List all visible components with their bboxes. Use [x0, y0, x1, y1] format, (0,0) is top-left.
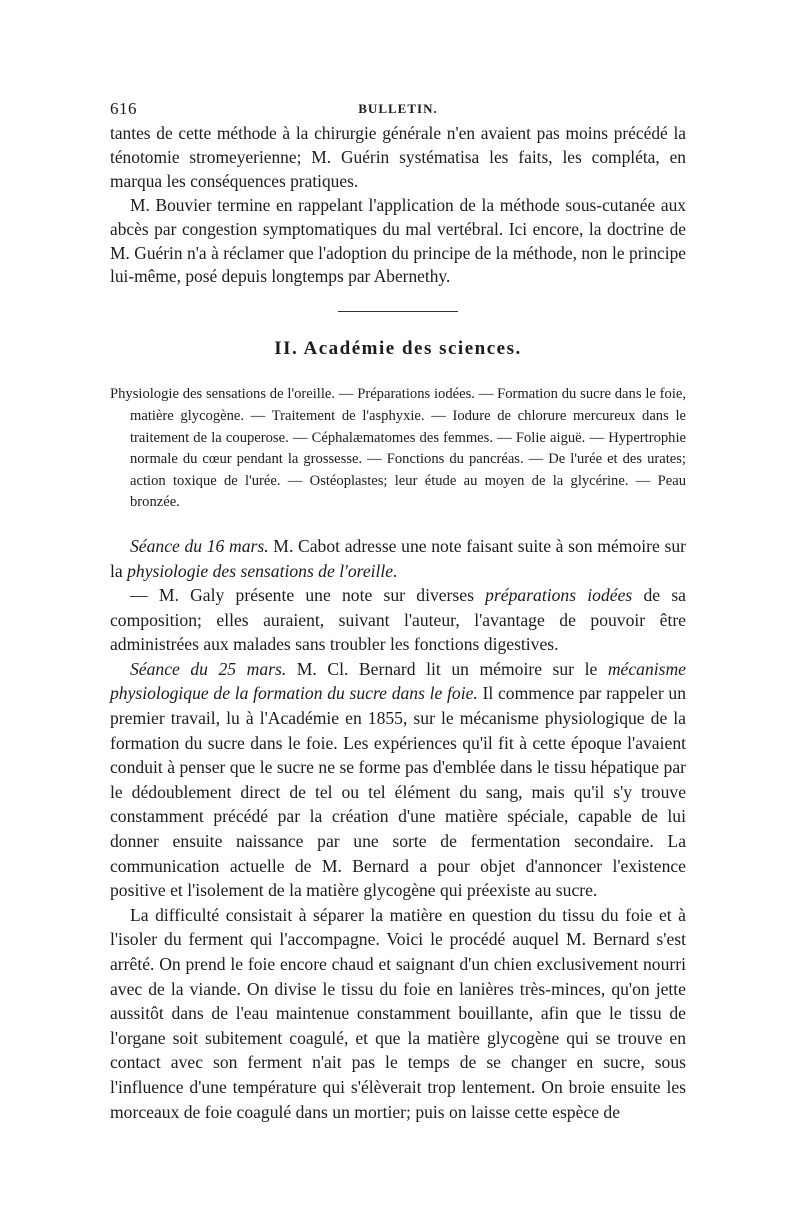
note-title: préparations iodées	[485, 585, 633, 606]
section-divider	[338, 311, 458, 312]
paragraph-seance-16-mars	[110, 534, 686, 583]
paragraph-seance-25-mars	[110, 657, 686, 903]
paragraph-galy	[110, 583, 686, 657]
paragraph-text: M. Cabot adresse une note faisant suite à son mémoire sur la	[110, 535, 686, 581]
paragraph-difficulte: La difficulté consistait à séparer la matière en question du tissu du foie et à l'isoler du ferment qui l'accompagne. Voici le procédé auquel M. Bernard s'est arrêté. On prend le foie encore chaud et saignant d'un chien exclusivement nourri avec de la viande. On divise le tissu du foie en lanières très-minces, qu'on jette aussitôt dans de l'eau maintenue constamment bouillante, afin que le tissu de l'organe soit subitement coagulé, et que la matière glycogène qui se trouve en contact avec son ferment n'ait pas le temps de se changer en sucre, sous l'influence d'une température qui s'élèverait trop lentement. On broie ensuite les morceaux de foie coagulé dans un mortier; puis on laisse cette espèce de	[110, 904, 686, 1122]
memoir-title: mécanisme physiologique de la formation du sucre dans le foie.	[110, 658, 686, 704]
paragraph-text: M. Cl. Bernard lit un mémoire sur le	[286, 658, 608, 679]
paragraph-text: Il commence par rappeler un premier travail, lu à l'Académie en 1855, sur le mécanisme physiologique de la formation du sucre dans le foie. Les expériences qu'il fit à cette époque l'avaient conduit à penser que le sucre ne se forme pas d'emblée dans le tissu hépatique par le dédoublement direct de tel ou tel élément du sang, mais qu'il s'y trouve constamment précédé par la création d'une matière spéciale, capable de lui donner ensuite naissance par une sorte de fermentation secondaire. La communication actuelle de M. Bernard a pour objet d'annoncer l'existence positive et l'isolement de la matière glycogène qui préexiste au sucre.	[110, 683, 686, 901]
session-date: Séance du 25 mars.	[130, 658, 287, 679]
intro-paragraph-continued: tantes de cette méthode à la chirurgie générale n'en avaient pas moins précédé la ténotomie stromeyerienne; M. Guérin systématisa les faits, les compléta, en marqua les conséquences pratiques.	[110, 123, 686, 191]
memoir-title: physiologie des sensations de l'oreille.	[127, 560, 398, 581]
paragraph-text: — M. Galy présente une note sur diverses	[130, 585, 486, 606]
section-heading: II. Académie des sciences.	[274, 338, 522, 360]
running-header	[110, 96, 686, 122]
paragraph-text: de sa composition; elles auraient, suivant l'auteur, l'avantage de pouvoir être administrées aux malades sans troubler les fonctions digestives.	[110, 585, 686, 655]
intro-paragraph-bouvier: M. Bouvier termine en rappelant l'application de la méthode sous-cutanée aux abcès par congestion symptomatiques du mal vertébral. Ici encore, la doctrine de M. Guérin n'a à réclamer que l'adoption du principe de la méthode, non le principe lui-même, posé depuis longtemps par Abernethy.	[110, 194, 686, 287]
document-page	[110, 96, 686, 1124]
section-summary: Physiologie des sensations de l'oreille. — Préparations iodées. — Formation du sucre dans le foie, matière glycogène. — Traitement de l'asphyxie. — Iodure de chlorure mercureux dans le traitement de la couperose. — Céphalæmatomes des femmes. — Folie aiguë. — Hypertrophie normale du cœur pendant la grossesse. — Fonctions du pancréas. — De l'urée et des urates; action toxique de l'urée. — Ostéoplastes; leur étude au moyen de la glycérine. — Peau bronzée.	[110, 386, 686, 511]
page-number: 616	[110, 99, 137, 118]
section-body	[110, 534, 686, 1124]
running-title: BULLETIN.	[358, 101, 438, 116]
session-date: Séance du 16 mars.	[130, 535, 269, 556]
